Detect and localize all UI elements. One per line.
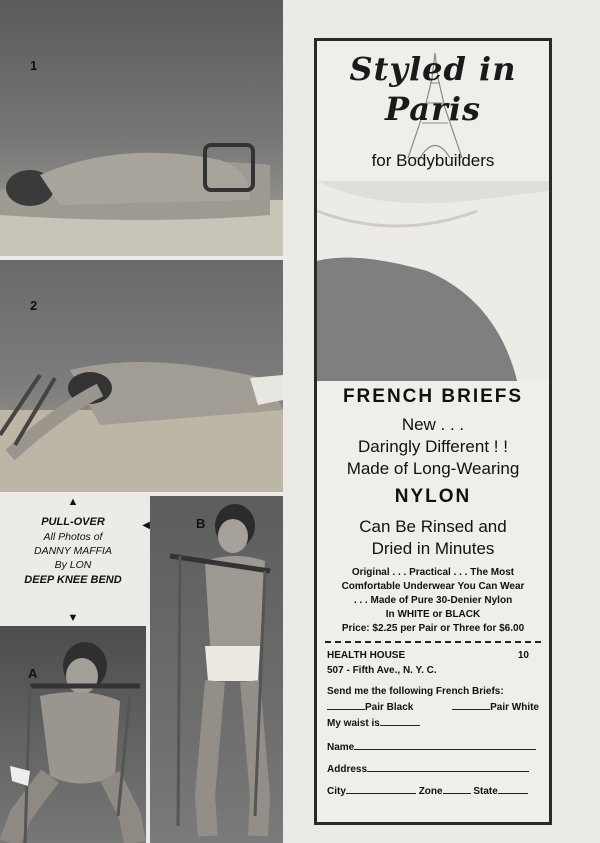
order-coupon — [317, 648, 549, 799]
city-field[interactable] — [346, 783, 416, 794]
headline-line2: Paris — [385, 90, 481, 128]
price-line: Price: $2.25 per Pair or Three for $6.00 — [341, 623, 525, 634]
photoA-label: A — [28, 666, 38, 681]
exercise-photo-2 — [0, 260, 283, 492]
desc-line2: Comfortable Underwear You Can Wear — [341, 581, 525, 592]
line-rinsed: Can Be Rinsed and — [359, 517, 507, 536]
address-field[interactable] — [367, 761, 529, 772]
name-label: Name — [327, 742, 355, 753]
company-name: HEALTH HOUSE — [327, 650, 406, 661]
material-name: NYLON — [394, 486, 472, 507]
waist-label: My waist is — [327, 718, 380, 729]
address-label: Address — [327, 764, 368, 775]
coupon-code: 10 — [517, 650, 529, 661]
state-label: State — [473, 786, 498, 797]
ad-body — [317, 386, 549, 799]
photo2-number: 2 — [30, 298, 38, 313]
company-address: 507 - Fifth Ave., N. Y. C. — [327, 665, 437, 676]
black-qty-field[interactable] — [327, 699, 365, 710]
pair-black-label: Pair Black — [365, 702, 414, 713]
white-qty-field[interactable] — [452, 699, 490, 710]
photoB-figure — [150, 496, 283, 843]
french-briefs-ad — [314, 38, 552, 825]
state-field[interactable] — [498, 783, 528, 794]
caption-subtitle: DEEP KNEE BEND — [24, 574, 122, 586]
exercise-photo-b — [150, 496, 283, 843]
line-dried: Dried in Minutes — [371, 539, 495, 558]
name-field[interactable] — [354, 739, 536, 750]
up-arrow-icon: ▲ — [67, 496, 79, 508]
desc-line4: In WHITE or BLACK — [385, 609, 481, 620]
photo1-number: 1 — [30, 58, 38, 73]
coupon-divider — [325, 641, 541, 643]
zone-field[interactable] — [443, 783, 471, 794]
exercise-photo-a — [0, 626, 146, 843]
photo-caption — [0, 496, 150, 624]
city-label: City — [327, 786, 346, 797]
left-arrow-icon: ◀ — [142, 520, 150, 531]
ad-tagline: for Bodybuilders — [371, 151, 495, 170]
send-line: Send me the following French Briefs: — [327, 686, 504, 697]
ad-headline — [317, 49, 549, 129]
line-new: New . . . — [401, 415, 465, 434]
caption-title: PULL-OVER — [41, 516, 105, 528]
down-arrow-icon: ▼ — [67, 612, 79, 624]
caption-line1: All Photos of — [43, 531, 103, 543]
photo1-figure — [0, 0, 283, 256]
briefs-figure — [317, 181, 549, 381]
photoA-figure — [0, 626, 146, 843]
headline-line1: Styled in — [349, 50, 517, 88]
pair-white-label: Pair White — [490, 702, 539, 713]
desc-line3: . . . Made of Pure 30-Denier Nylon — [353, 595, 513, 606]
product-name: FRENCH BRIEFS — [342, 386, 524, 407]
desc-line1: Original . . . Practical . . . The Most — [351, 567, 515, 578]
caption-line2: DANNY MAFFIA — [34, 545, 112, 557]
line-made: Made of Long-Wearing — [346, 459, 520, 478]
photo2-figure — [0, 260, 283, 492]
photoB-label: B — [196, 516, 206, 531]
waist-field[interactable] — [380, 715, 420, 726]
exercise-photo-1 — [0, 0, 283, 256]
caption-line3: By LON — [54, 559, 92, 571]
briefs-photo — [317, 181, 549, 381]
zone-label: Zone — [418, 786, 443, 797]
line-daring: Daringly Different ! ! — [358, 437, 508, 456]
